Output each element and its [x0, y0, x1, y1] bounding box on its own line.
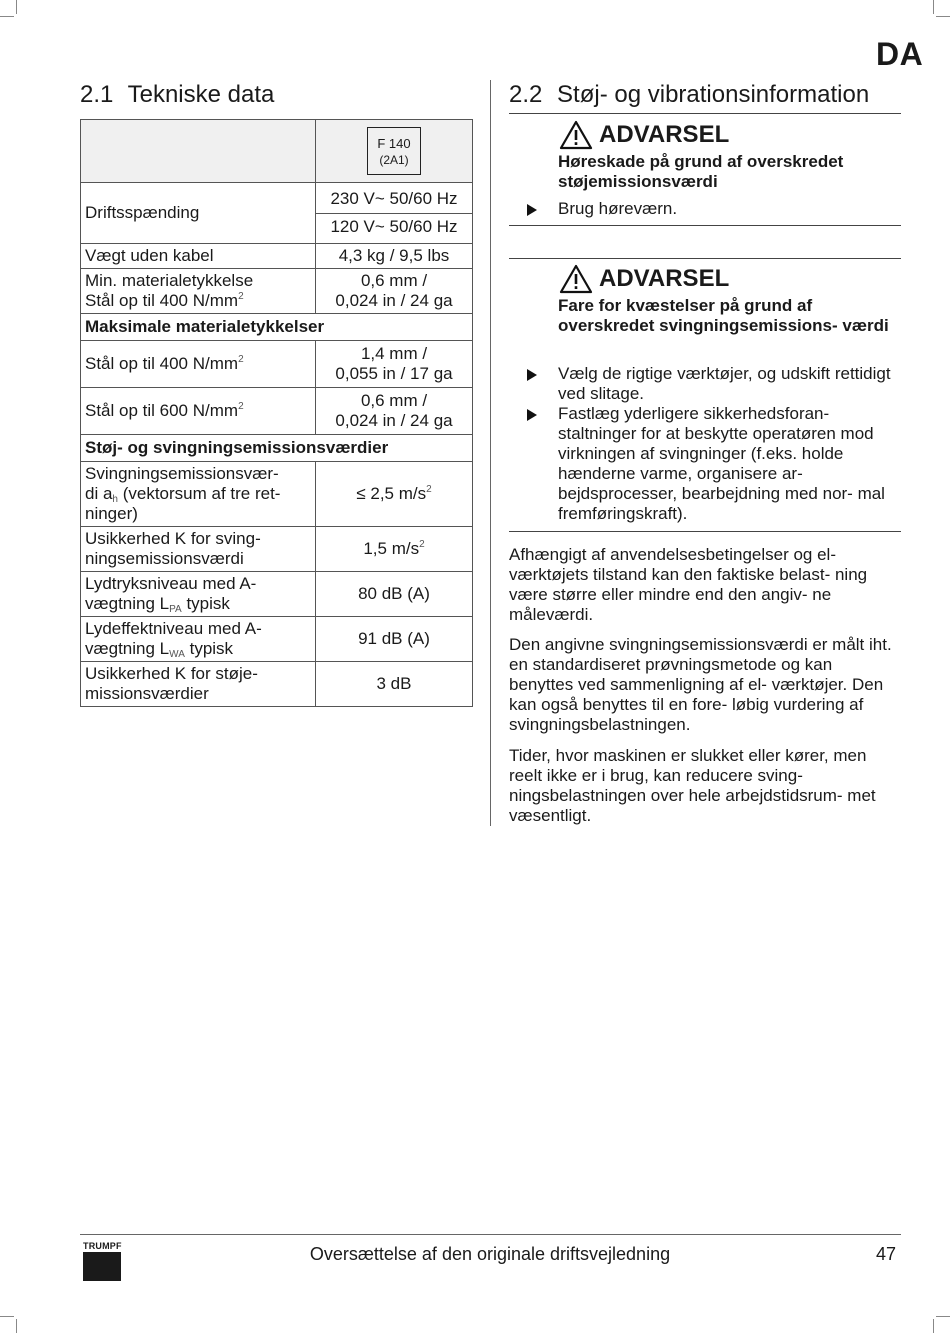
- heading-number: 2.2: [509, 81, 543, 108]
- value-line: 0,055 in / 17 ga: [335, 364, 453, 383]
- list-item: [527, 199, 901, 219]
- heading-text: Støj- og vibrationsinformation: [557, 81, 870, 108]
- label-line: ningsemissionsværdi: [85, 549, 244, 568]
- row-label-uncertainty-vibration: [81, 527, 316, 572]
- table-header-row: [81, 120, 473, 183]
- warning-label: ADVARSEL: [599, 121, 730, 148]
- label-text: typisk: [181, 594, 230, 613]
- row-value-uncertainty-vibration: [316, 527, 473, 572]
- label-text: Stål op til 400 N/mm: [85, 291, 239, 310]
- row-value-weight: 4,3 kg / 9,5 lbs: [316, 244, 473, 269]
- superscript: 2: [419, 539, 425, 550]
- value-line: 0,024 in / 24 ga: [335, 411, 453, 430]
- row-value-steel-600: [316, 388, 473, 435]
- warning-1-text: Høreskade på grund af overskredet støjemissionsværdi: [558, 152, 844, 191]
- label-line: [85, 291, 311, 311]
- row-label-sound-power: [81, 617, 316, 662]
- label-line: [85, 594, 311, 614]
- row-label-uncertainty-noise: [81, 662, 316, 707]
- table-row: [81, 244, 473, 269]
- label-line: Usikkerhed K for støje-: [85, 664, 258, 683]
- table-row: [81, 527, 473, 572]
- value-line: 1,4 mm /: [360, 344, 428, 363]
- voltage-230: 230 V~ 50/60 Hz: [330, 189, 458, 208]
- bullet-arrow-icon: [527, 409, 537, 421]
- label-text: (vektorsum af tre ret-: [117, 484, 281, 503]
- row-value-sound-power: 91 dB (A): [316, 617, 473, 662]
- paragraph: Den angivne svingningsemissionsværdi er målt iht. en standardiseret prøvningsmetode og kan benyttes ved sammenligning af el- værktøjer. Den kan også benyttes til en fore- løbig vurdering af svingningsbelastningen.: [509, 635, 892, 734]
- paragraph: Tider, hvor maskinen er slukket eller kører, men reelt ikke er i brug, kan reducere sving- ningsbelastningen over hele arbejdstidsrum- met væsentligt.: [509, 746, 876, 825]
- table-header-empty-cell: [81, 120, 316, 183]
- column-divider: [490, 80, 491, 826]
- warning-top-rule: [509, 113, 901, 114]
- crop-mark: [0, 1316, 14, 1317]
- language-code: DA: [876, 36, 924, 72]
- brand-logo-text: TRUMPF: [83, 1241, 122, 1251]
- row-label-sound-pressure: [81, 572, 316, 617]
- label-text: vægtning L: [85, 639, 170, 658]
- label-line: Lydeffektniveau med A-: [85, 619, 262, 638]
- bullet-arrow-icon: [527, 369, 537, 381]
- label-text: Stål op til 400 N/mm: [85, 354, 239, 373]
- bullet-arrow-icon: [527, 204, 537, 216]
- crop-mark: [0, 16, 14, 17]
- crop-mark: [933, 0, 934, 14]
- row-label-steel-600: [81, 388, 316, 435]
- warning-2-title: [559, 264, 729, 294]
- paragraph: Afhængigt af anvendelsesbetingelser og el- værktøjets tilstand kan den faktiske belast- ning være større eller mindre end den angiv- ne måleværdi.: [509, 545, 868, 624]
- table-row: [81, 183, 473, 244]
- table-section-row: [81, 435, 473, 462]
- section-heading-noise-vibration: [509, 81, 869, 109]
- section-heading-technical-data: [80, 81, 274, 109]
- value-text: 1,5 m/s: [363, 539, 420, 558]
- label-line: Usikkerhed K for sving-: [85, 529, 261, 548]
- subscript: h: [112, 494, 118, 505]
- table-row: [81, 617, 473, 662]
- technical-data-table: [80, 119, 473, 707]
- model-name: F 140: [377, 136, 411, 151]
- label-line: Svingningsemissionsvær-: [85, 464, 279, 483]
- label-line: [85, 484, 311, 504]
- superscript: 2: [426, 484, 432, 495]
- table-row: [81, 269, 473, 314]
- model-box: [367, 127, 421, 175]
- crop-mark: [933, 1319, 934, 1333]
- row-label-min-thickness: [81, 269, 316, 314]
- crop-mark: [936, 16, 950, 17]
- model-code: (2A1): [379, 153, 409, 167]
- value-text: ≤ 2,5 m/s: [356, 484, 427, 503]
- row-label-steel-400: [81, 341, 316, 388]
- row-value-operating-voltage: [316, 183, 473, 244]
- table-row: [81, 462, 473, 527]
- superscript: 2: [238, 291, 244, 302]
- label-line: [85, 639, 311, 659]
- section-noise-vibration: Støj- og svingningsemissionsværdier: [81, 435, 473, 462]
- warning-bottom-rule: [509, 225, 901, 226]
- warning-label: ADVARSEL: [599, 265, 730, 292]
- bullet-text: Vælg de rigtige værktøjer, og udskift rettidigt ved slitage.: [558, 364, 891, 403]
- subscript: PA: [169, 604, 182, 615]
- warning-triangle-icon: [559, 120, 593, 150]
- table-row: [81, 662, 473, 707]
- footer-rule: [80, 1234, 901, 1235]
- warning-top-rule: [509, 258, 901, 259]
- bullet-text: Fastlæg yderligere sikkerhedsforan- staltninger for at beskytte operatøren mod virkningen af svingninger (f.eks. holde hænderne varme, organisere ar- bejdsprocesser, bearbejdning med nor- mal fremføringskraft).: [558, 404, 885, 523]
- label-text: di a: [85, 484, 113, 503]
- label-line: ninger): [85, 504, 138, 523]
- label-text: Stål op til 600 N/mm: [85, 401, 239, 420]
- warning-2-text: Fare for kvæstelser på grund af overskredet svingningsemissions- værdi: [558, 296, 889, 335]
- value-line: 0,6 mm /: [360, 271, 428, 290]
- label-line: missionsværdier: [85, 684, 209, 703]
- heading-text: Tekniske data: [127, 81, 275, 108]
- list-item: [527, 364, 901, 404]
- row-label-operating-voltage: Driftsspænding: [81, 183, 316, 244]
- row-label-vibration-emission: [81, 462, 316, 527]
- voltage-120: 120 V~ 50/60 Hz: [316, 213, 472, 241]
- table-header-model-cell: [316, 120, 473, 183]
- footer-title: Oversættelse af den originale driftsvejledning: [309, 1244, 671, 1264]
- row-value-sound-pressure: 80 dB (A): [316, 572, 473, 617]
- row-value-min-thickness: [316, 269, 473, 314]
- section-max-thickness: Maksimale materialetykkelser: [81, 314, 473, 341]
- table-row: [81, 341, 473, 388]
- row-value-steel-400: [316, 341, 473, 388]
- label-text: typisk: [184, 639, 234, 658]
- value-line: 0,024 in / 24 ga: [335, 291, 453, 310]
- list-item: [527, 404, 901, 524]
- page-number: 47: [876, 1244, 897, 1264]
- table-row: [81, 388, 473, 435]
- crop-mark: [16, 1319, 17, 1333]
- warning-triangle-icon: [559, 264, 593, 294]
- row-value-uncertainty-noise: 3 dB: [316, 662, 473, 707]
- warning-1-title: [559, 120, 729, 150]
- superscript: 2: [238, 354, 244, 365]
- table-row: [81, 572, 473, 617]
- crop-mark: [16, 0, 17, 14]
- label-text: vægtning L: [85, 594, 170, 613]
- crop-mark: [936, 1316, 950, 1317]
- value-line: 0,6 mm /: [360, 391, 428, 410]
- row-value-vibration-emission: [316, 462, 473, 527]
- warning-bottom-rule: [509, 531, 901, 532]
- label-line: Min. materialetykkelse: [85, 271, 254, 290]
- bullet-text: Brug høreværn.: [558, 199, 678, 218]
- subscript: WA: [169, 649, 185, 660]
- label-line: Lydtryksniveau med A-: [85, 574, 257, 593]
- table-section-row: [81, 314, 473, 341]
- row-label-weight: Vægt uden kabel: [81, 244, 316, 269]
- superscript: 2: [238, 401, 244, 412]
- heading-number: 2.1: [80, 81, 114, 108]
